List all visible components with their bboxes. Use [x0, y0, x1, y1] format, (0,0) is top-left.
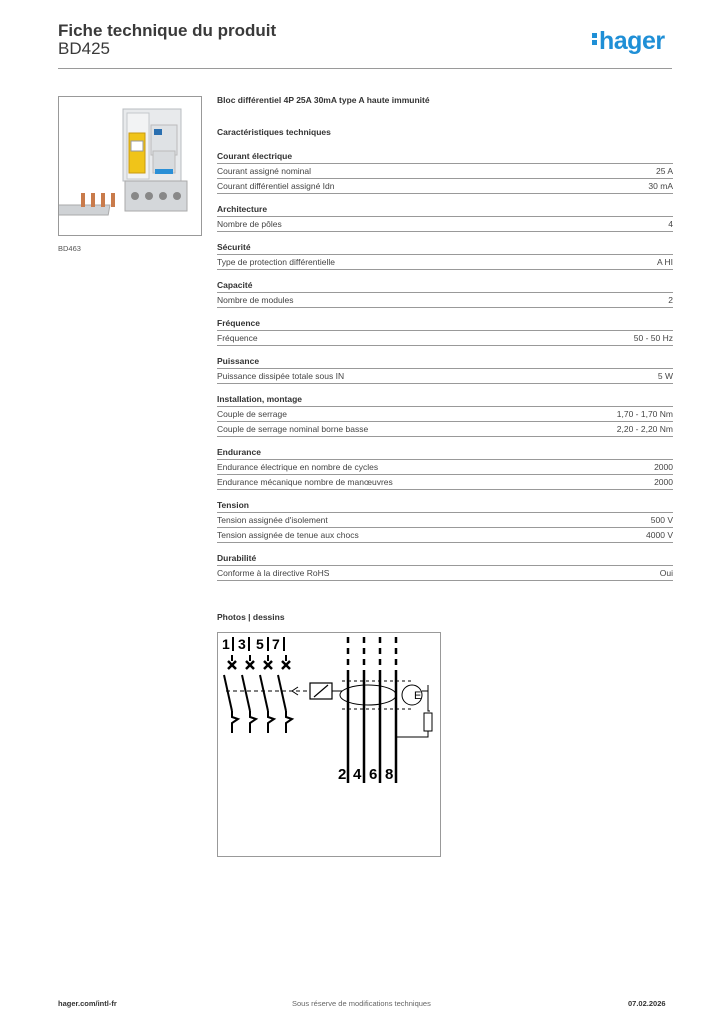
spec-group-title: Courant électrique [217, 150, 673, 164]
spec-group-title: Installation, montage [217, 393, 673, 407]
spec-group [217, 203, 673, 232]
footer-date: 07.02.2026 [628, 999, 666, 1008]
hager-logo [592, 27, 665, 56]
header-divider [58, 68, 672, 69]
spec-label: Courant assigné nominal [217, 166, 312, 176]
wiring-diagram-svg [218, 633, 440, 856]
spec-value: 4 [668, 219, 673, 229]
spec-value: 50 - 50 Hz [633, 333, 673, 343]
footer-notice: Sous réserve de modifications techniques [292, 999, 431, 1008]
terminal-4: 4 [353, 766, 362, 783]
spec-group [217, 393, 673, 437]
spec-value: 25 A [655, 166, 673, 176]
spec-value: Oui [659, 568, 673, 578]
photos-heading: Photos | dessins [217, 612, 285, 622]
spec-group-title: Capacité [217, 279, 673, 293]
spec-group [217, 552, 673, 581]
spec-label: Fréquence [217, 333, 258, 343]
spec-group-title: Architecture [217, 203, 673, 217]
spec-row [217, 255, 673, 270]
spec-label: Courant différentiel assigné Idn [217, 181, 335, 191]
spec-group [217, 446, 673, 490]
spec-group [217, 317, 673, 346]
spec-section [217, 93, 673, 590]
spec-group [217, 355, 673, 384]
spec-row [217, 528, 673, 543]
spec-label: Nombre de pôles [217, 219, 282, 229]
spec-group-title: Fréquence [217, 317, 673, 331]
spec-value: 2000 [654, 462, 673, 472]
spec-value: 2 [668, 295, 673, 305]
spec-label: Tension assignée de tenue aux chocs [217, 530, 359, 540]
spec-label: Conforme à la directive RoHS [217, 568, 330, 578]
footer-website[interactable]: hager.com/intl-fr [58, 999, 117, 1008]
wiring-diagram [217, 632, 441, 857]
spec-label: Couple de serrage nominal borne basse [217, 424, 369, 434]
product-name: Bloc différentiel 4P 25A 30mA type A haute immunité [217, 95, 430, 105]
spec-groups [217, 150, 673, 581]
spec-row [217, 475, 673, 490]
product-photo [58, 96, 202, 236]
spec-row [217, 293, 673, 308]
logo-text: hager [599, 27, 665, 55]
spec-row [217, 513, 673, 528]
test-label: E [414, 690, 422, 702]
spec-label: Endurance électrique en nombre de cycles [217, 462, 379, 472]
spec-row [217, 217, 673, 232]
spec-group [217, 499, 673, 543]
spec-group-title: Sécurité [217, 241, 673, 255]
spec-group-title: Tension [217, 499, 673, 513]
spec-group [217, 241, 673, 270]
spec-value: 2,20 - 2,20 Nm [616, 424, 673, 434]
spec-value: 4000 V [646, 530, 673, 540]
terminal-1: 1 [222, 636, 230, 652]
spec-row [217, 460, 673, 475]
spec-group [217, 279, 673, 308]
spec-row [217, 407, 673, 422]
spec-label: Type de protection différentielle [217, 257, 335, 267]
spec-group-title: Durabilité [217, 552, 673, 566]
spec-group-title: Endurance [217, 446, 673, 460]
terminal-7: 7 [272, 636, 280, 652]
spec-group [217, 150, 673, 194]
spec-value: 1,70 - 1,70 Nm [616, 409, 673, 419]
spec-value: A HI [656, 257, 673, 267]
spec-label: Nombre de modules [217, 295, 294, 305]
spec-value: 5 W [657, 371, 673, 381]
logo-dots-icon [592, 31, 597, 47]
spec-row [217, 179, 673, 194]
spec-row [217, 422, 673, 437]
rcd-block-illustration [59, 97, 201, 235]
spec-label: Endurance mécanique nombre de manœuvres [217, 477, 393, 487]
terminal-2: 2 [338, 766, 347, 783]
spec-row [217, 369, 673, 384]
product-reference: BD425 [58, 39, 110, 58]
spec-row [217, 331, 673, 346]
spec-group-title: Puissance [217, 355, 673, 369]
spec-label: Tension assignée d'isolement [217, 515, 328, 525]
spec-label: Couple de serrage [217, 409, 287, 419]
terminal-3: 3 [238, 636, 246, 652]
spec-value: 500 V [650, 515, 673, 525]
spec-label: Puissance dissipée totale sous IN [217, 371, 345, 381]
page-title: Fiche technique du produit [58, 21, 277, 40]
spec-row [217, 164, 673, 179]
spec-row [217, 566, 673, 581]
terminal-6: 6 [369, 766, 378, 783]
spec-value: 30 mA [648, 181, 673, 191]
terminal-5: 5 [256, 636, 264, 652]
characteristics-heading: Caractéristiques techniques [217, 127, 331, 137]
spec-value: 2000 [654, 477, 673, 487]
terminal-8: 8 [385, 766, 394, 783]
image-caption: BD463 [58, 244, 81, 253]
